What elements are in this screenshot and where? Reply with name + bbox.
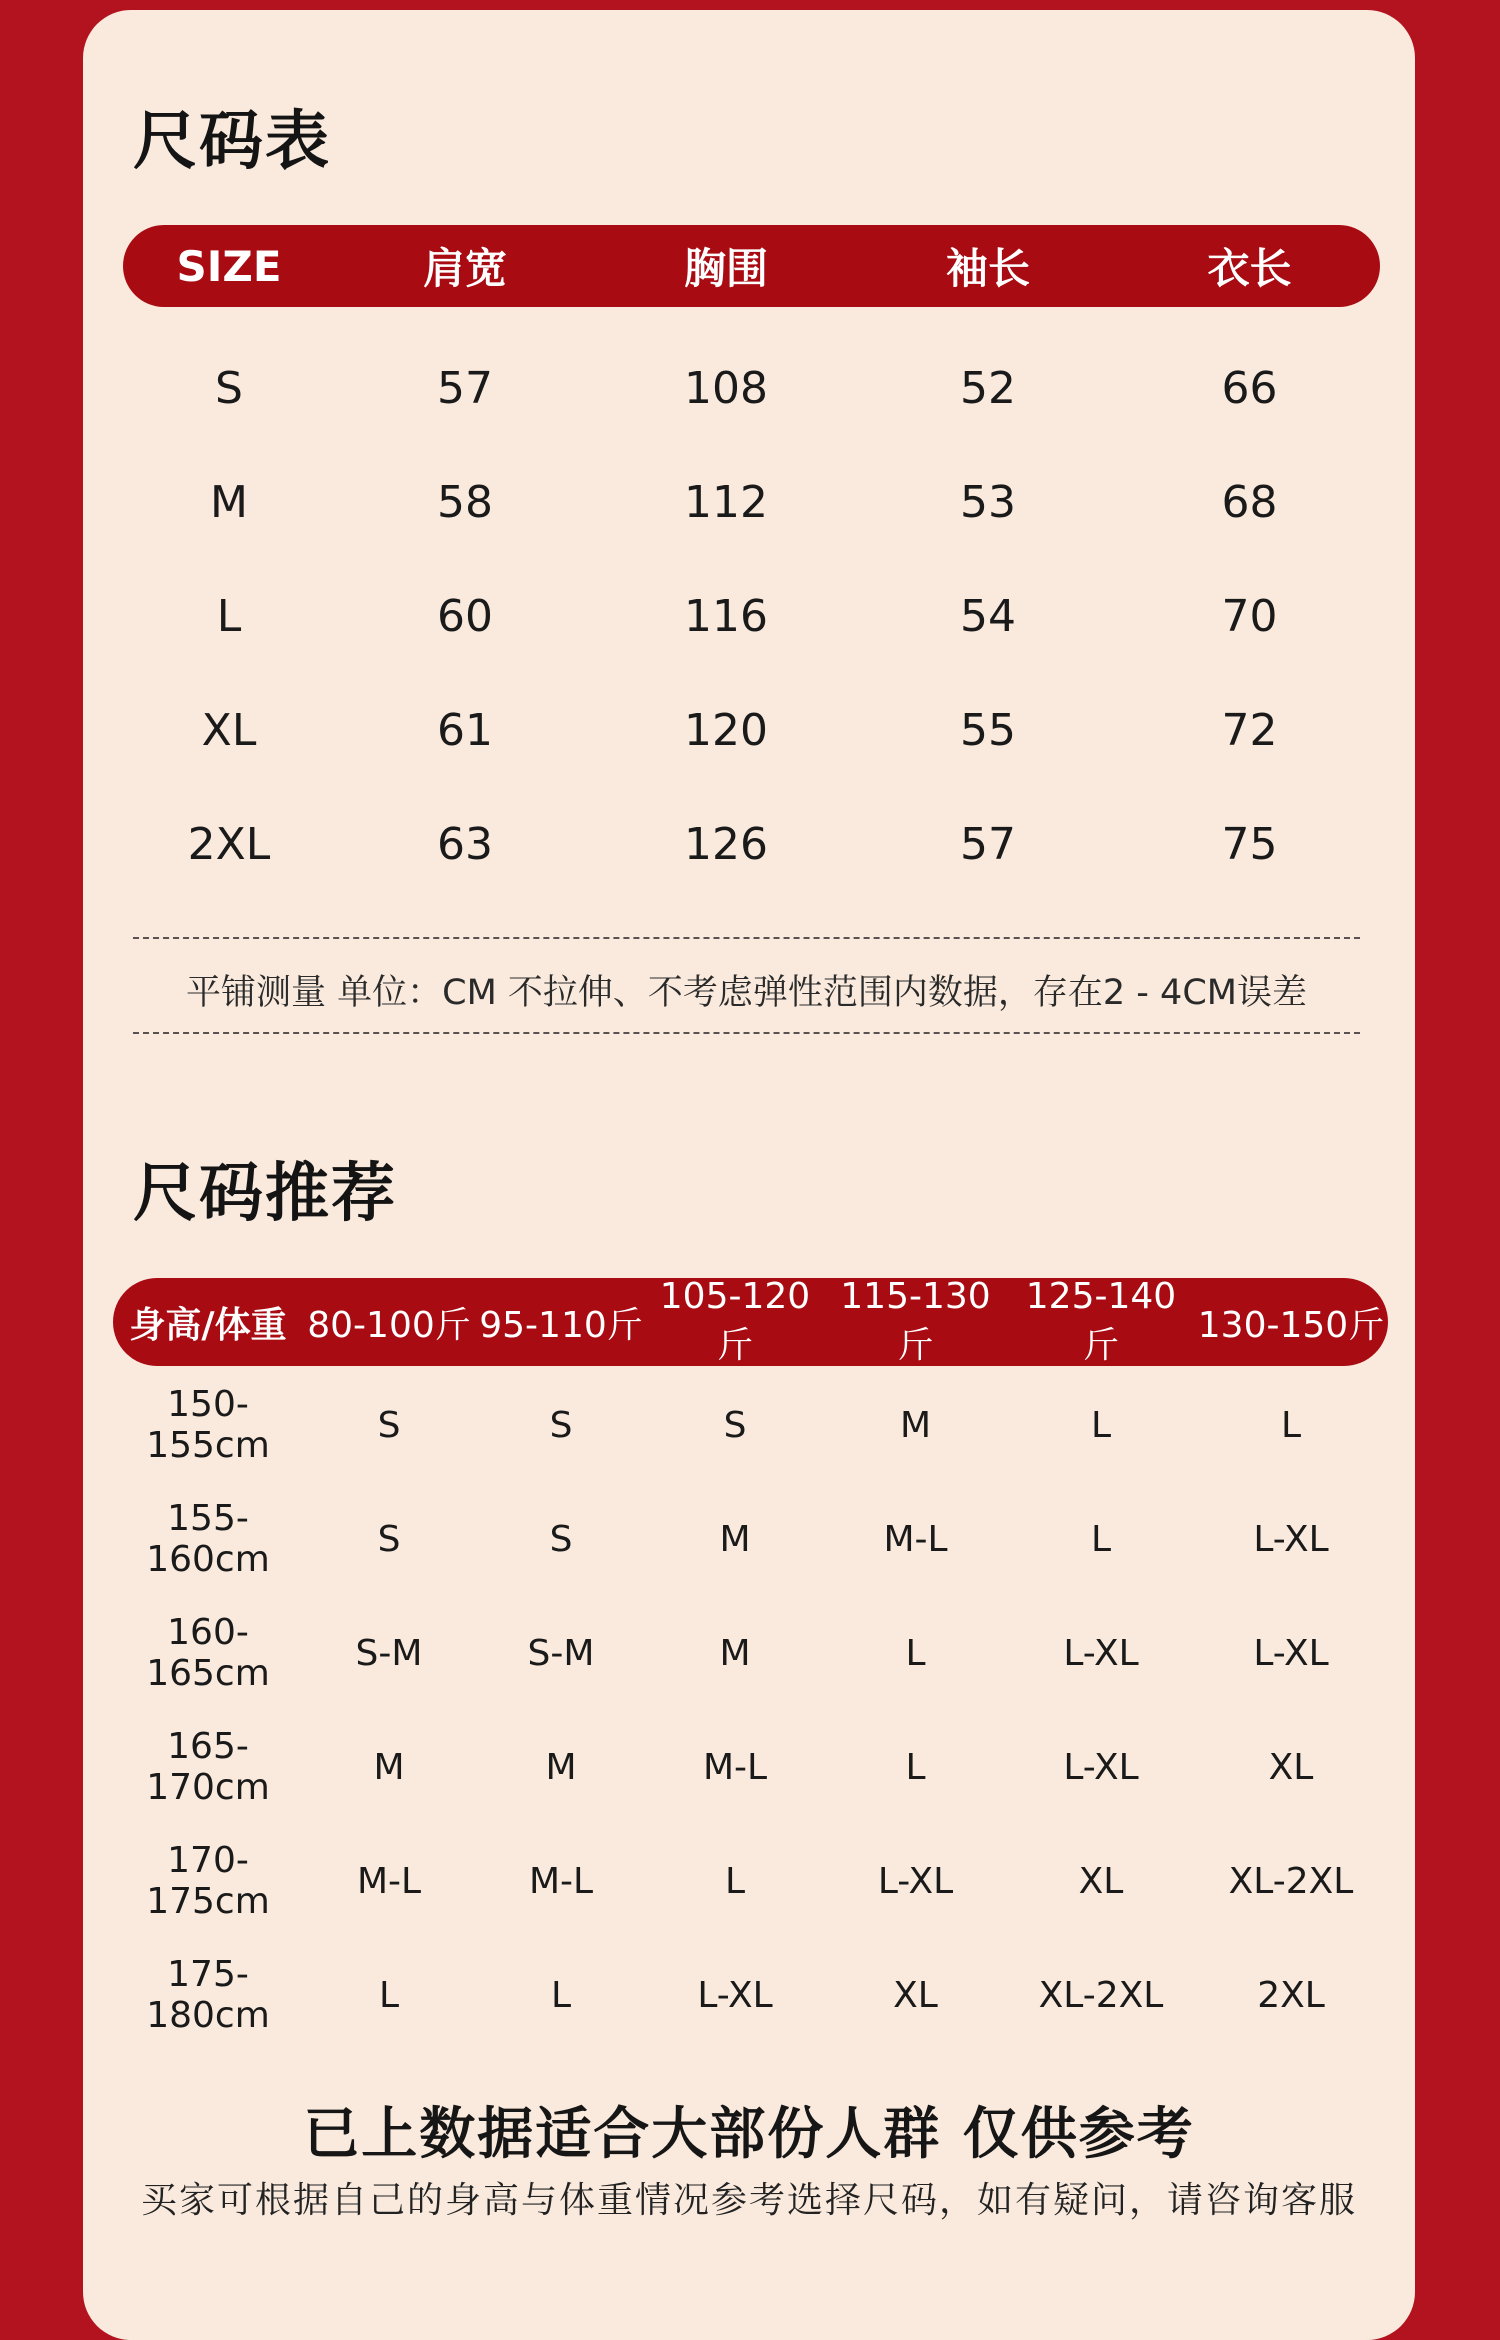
sleeve-cell: 57 — [960, 818, 1016, 870]
recommend-cell: L-XL — [697, 1974, 773, 2016]
disclaimer-text: 买家可根据自己的身高与体重情况参考选择尺码，如有疑问，请咨询客服 — [140, 2180, 1357, 2221]
size-chart-header — [123, 225, 1380, 307]
chest-cell: 112 — [684, 476, 768, 528]
recommend-cell: M-L — [528, 1860, 594, 1902]
recommend-cell: XL — [1078, 1860, 1124, 1902]
recommend-cell: L — [1280, 1404, 1302, 1446]
chest-cell: 108 — [684, 362, 768, 414]
sleeve-cell: 52 — [960, 362, 1016, 414]
divider-top — [133, 937, 1360, 939]
sleeve-cell: 54 — [960, 590, 1016, 642]
height-cell: 155-160cm — [146, 1498, 270, 1580]
size-chart-title: 尺码表 — [133, 105, 331, 179]
shoulder-cell: 58 — [437, 476, 493, 528]
chest-cell: 126 — [684, 818, 768, 870]
sleeve-cell: 55 — [960, 704, 1016, 756]
recommend-cell: L — [550, 1974, 572, 2016]
divider-bottom — [133, 1032, 1360, 1034]
length-cell: 75 — [1221, 818, 1278, 870]
measurement-note: 平铺测量 单位：CM 不拉伸、不考虑弹性范围内数据，存在2 - 4CM误差 — [186, 973, 1307, 1013]
table-row — [123, 474, 1380, 530]
recommend-header-weight: 95-110斤 — [479, 1304, 643, 1346]
length-cell: 68 — [1221, 476, 1278, 528]
recommend-cell: M-L — [356, 1860, 422, 1902]
recommend-header-weight: 105-120斤 — [659, 1276, 811, 1366]
recommend-cell: 2XL — [1257, 1974, 1325, 2016]
recommend-cell: L-XL — [877, 1860, 954, 1902]
recommend-cell: S — [377, 1404, 401, 1446]
table-row — [113, 1384, 1388, 1466]
recommend-cell: S — [549, 1404, 573, 1446]
height-cell: 175-180cm — [146, 1954, 270, 2036]
length-cell: 70 — [1221, 590, 1278, 642]
table-row — [113, 1726, 1388, 1808]
recommend-cell: L — [724, 1860, 746, 1902]
recommend-header-weight: 80-100斤 — [307, 1304, 471, 1346]
recommend-cell: M — [899, 1404, 932, 1446]
table-row — [113, 1840, 1388, 1922]
recommend-cell: L — [1090, 1404, 1112, 1446]
recommend-cell: L-XL — [1063, 1632, 1139, 1674]
recommend-cell: M-L — [702, 1746, 768, 1788]
recommend-header — [113, 1278, 1388, 1366]
recommend-cell: XL-2XL — [1228, 1860, 1354, 1902]
size-cell: L — [216, 590, 242, 642]
size-cell: M — [210, 476, 248, 528]
size-chart-header-shoulder: 肩宽 — [422, 244, 507, 293]
chest-cell: 116 — [684, 590, 768, 642]
recommend-cell: M — [719, 1632, 751, 1674]
disclaimer-heading: 已上数据适合大部份人群 仅供参考 — [303, 2102, 1195, 2167]
size-chart-header-chest: 胸围 — [683, 244, 768, 293]
length-cell: 72 — [1221, 704, 1278, 756]
recommend-cell: S — [549, 1518, 573, 1560]
recommend-header-weight: 125-140斤 — [1025, 1276, 1177, 1366]
recommend-cell: S — [377, 1518, 401, 1560]
table-row — [113, 1954, 1388, 2036]
recommend-cell: XL — [1268, 1746, 1314, 1788]
size-cell: 2XL — [187, 818, 271, 870]
recommend-header-weight: 130-150斤 — [1197, 1304, 1385, 1346]
length-cell: 66 — [1221, 362, 1278, 414]
recommend-header-height-weight: 身高/体重 — [129, 1304, 287, 1346]
table-row — [113, 1612, 1388, 1694]
recommend-cell: M-L — [883, 1518, 948, 1560]
height-cell: 150-155cm — [146, 1384, 270, 1466]
recommend-cell: XL — [893, 1974, 938, 2016]
recommend-title: 尺码推荐 — [133, 1157, 397, 1231]
table-row — [123, 588, 1380, 644]
shoulder-cell: 61 — [437, 704, 493, 756]
recommend-cell: M — [719, 1518, 751, 1560]
recommend-cell: S-M — [527, 1632, 595, 1674]
table-row — [123, 816, 1380, 872]
recommend-cell: M — [545, 1746, 577, 1788]
recommend-cell: L — [378, 1974, 400, 2016]
table-row — [123, 702, 1380, 758]
size-chart-header-sleeve: 袖长 — [945, 244, 1030, 293]
recommend-cell: S — [723, 1404, 747, 1446]
sleeve-cell: 53 — [960, 476, 1016, 528]
recommend-cell: L-XL — [1253, 1518, 1329, 1560]
shoulder-cell: 60 — [437, 590, 493, 642]
recommend-cell: L-XL — [1063, 1746, 1139, 1788]
recommend-cell: L — [905, 1746, 926, 1788]
recommend-cell: L — [1090, 1518, 1112, 1560]
size-cell: S — [215, 362, 243, 414]
table-row — [113, 1498, 1388, 1580]
height-cell: 160-165cm — [146, 1612, 270, 1694]
shoulder-cell: 57 — [437, 362, 493, 414]
shoulder-cell: 63 — [437, 818, 493, 870]
chest-cell: 120 — [684, 704, 768, 756]
height-cell: 165-170cm — [146, 1726, 270, 1808]
recommend-cell: M — [373, 1746, 405, 1788]
table-row — [123, 360, 1380, 416]
recommend-cell: L-XL — [1253, 1632, 1329, 1674]
recommend-cell: XL-2XL — [1038, 1974, 1164, 2016]
recommend-cell: S-M — [355, 1632, 423, 1674]
size-chart-header-length: 衣长 — [1207, 244, 1292, 293]
height-cell: 170-175cm — [146, 1840, 270, 1922]
size-cell: XL — [201, 704, 257, 756]
recommend-header-weight: 115-130斤 — [840, 1276, 991, 1366]
recommend-cell: L — [905, 1632, 926, 1674]
size-chart-header-size: SIZE — [176, 241, 282, 291]
